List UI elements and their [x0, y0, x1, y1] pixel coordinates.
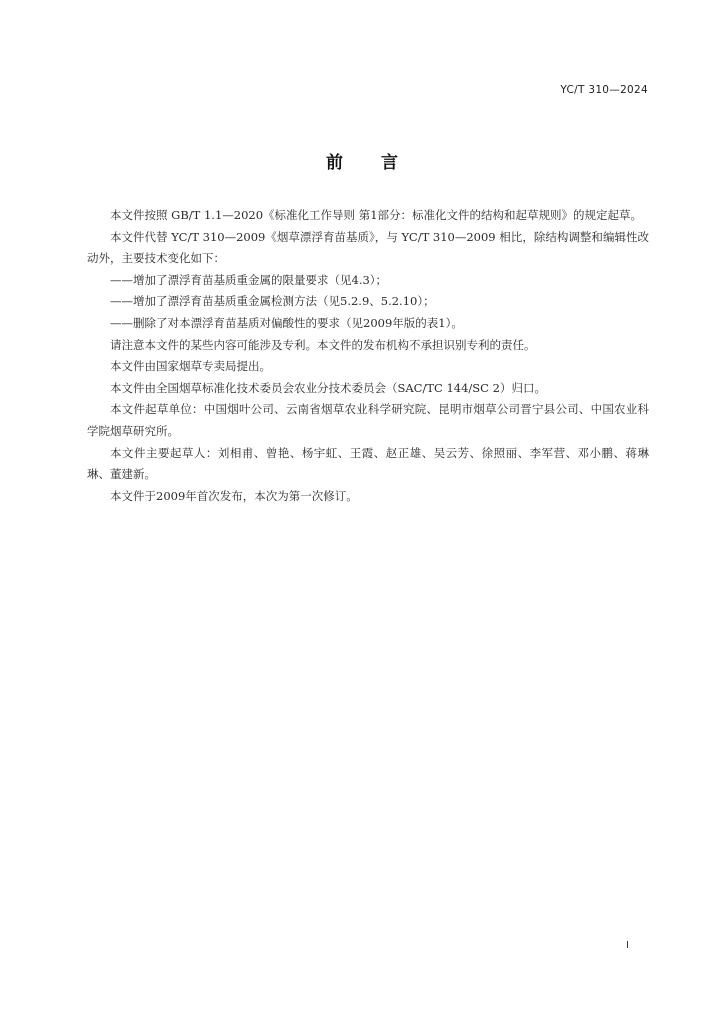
paragraph-committee: 本文件由全国烟草标准化技术委员会农业分技术委员会（SAC/TC 144/SC 2）归口。	[110, 380, 546, 395]
paragraph-replacement: 本文件代替 YC/T 310—2009《烟草漂浮育苗基质》，与 YC/T 310—2009 相比，除结构调整和编辑性改动外，主要技术变化如下：	[87, 229, 649, 266]
list-item-change: ——增加了漂浮育苗基质重金属的限量要求（见4.3）；	[110, 272, 388, 287]
paragraph-drafters: 本文件主要起草人：刘相甫、曾艳、杨宇虹、王霞、赵正雄、吴云芳、徐照丽、李军营、邓小鹏、蒋琳琳、董建新。	[87, 445, 649, 482]
page-number: I	[626, 940, 629, 951]
paragraph-drafting-units: 本文件起草单位：中国烟叶公司、云南省烟草农业科学研究院、昆明市烟草公司晋宁县公司、中国农业科学院烟草研究所。	[87, 402, 649, 438]
document-code: YC/T 310—2024	[560, 84, 648, 96]
paragraph-proposer: 本文件由国家烟草专卖局提出。	[110, 359, 271, 374]
paragraph-patent-notice: 请注意本文件的某些内容可能涉及专利。本文件的发布机构不承担识别专利的责任。	[110, 337, 536, 352]
list-item-change: ——删除了对本漂浮育苗基质对偏酸性的要求（见2009年版的表1）。	[110, 315, 463, 330]
paragraph-history: 本文件于2009年首次发布，本次为第一次修订。	[110, 488, 358, 503]
preface-body	[87, 205, 649, 507]
page-title: 前言	[326, 153, 436, 173]
paragraph-drafting-rules: 本文件按照 GB/T 1.1—2020《标准化工作导则 第1部分：标准化文件的结构和起草规则》的规定起草。	[110, 208, 643, 222]
list-item-change: ——增加了漂浮育苗基质重金属检测方法（见5.2.9、5.2.10）；	[110, 294, 435, 309]
